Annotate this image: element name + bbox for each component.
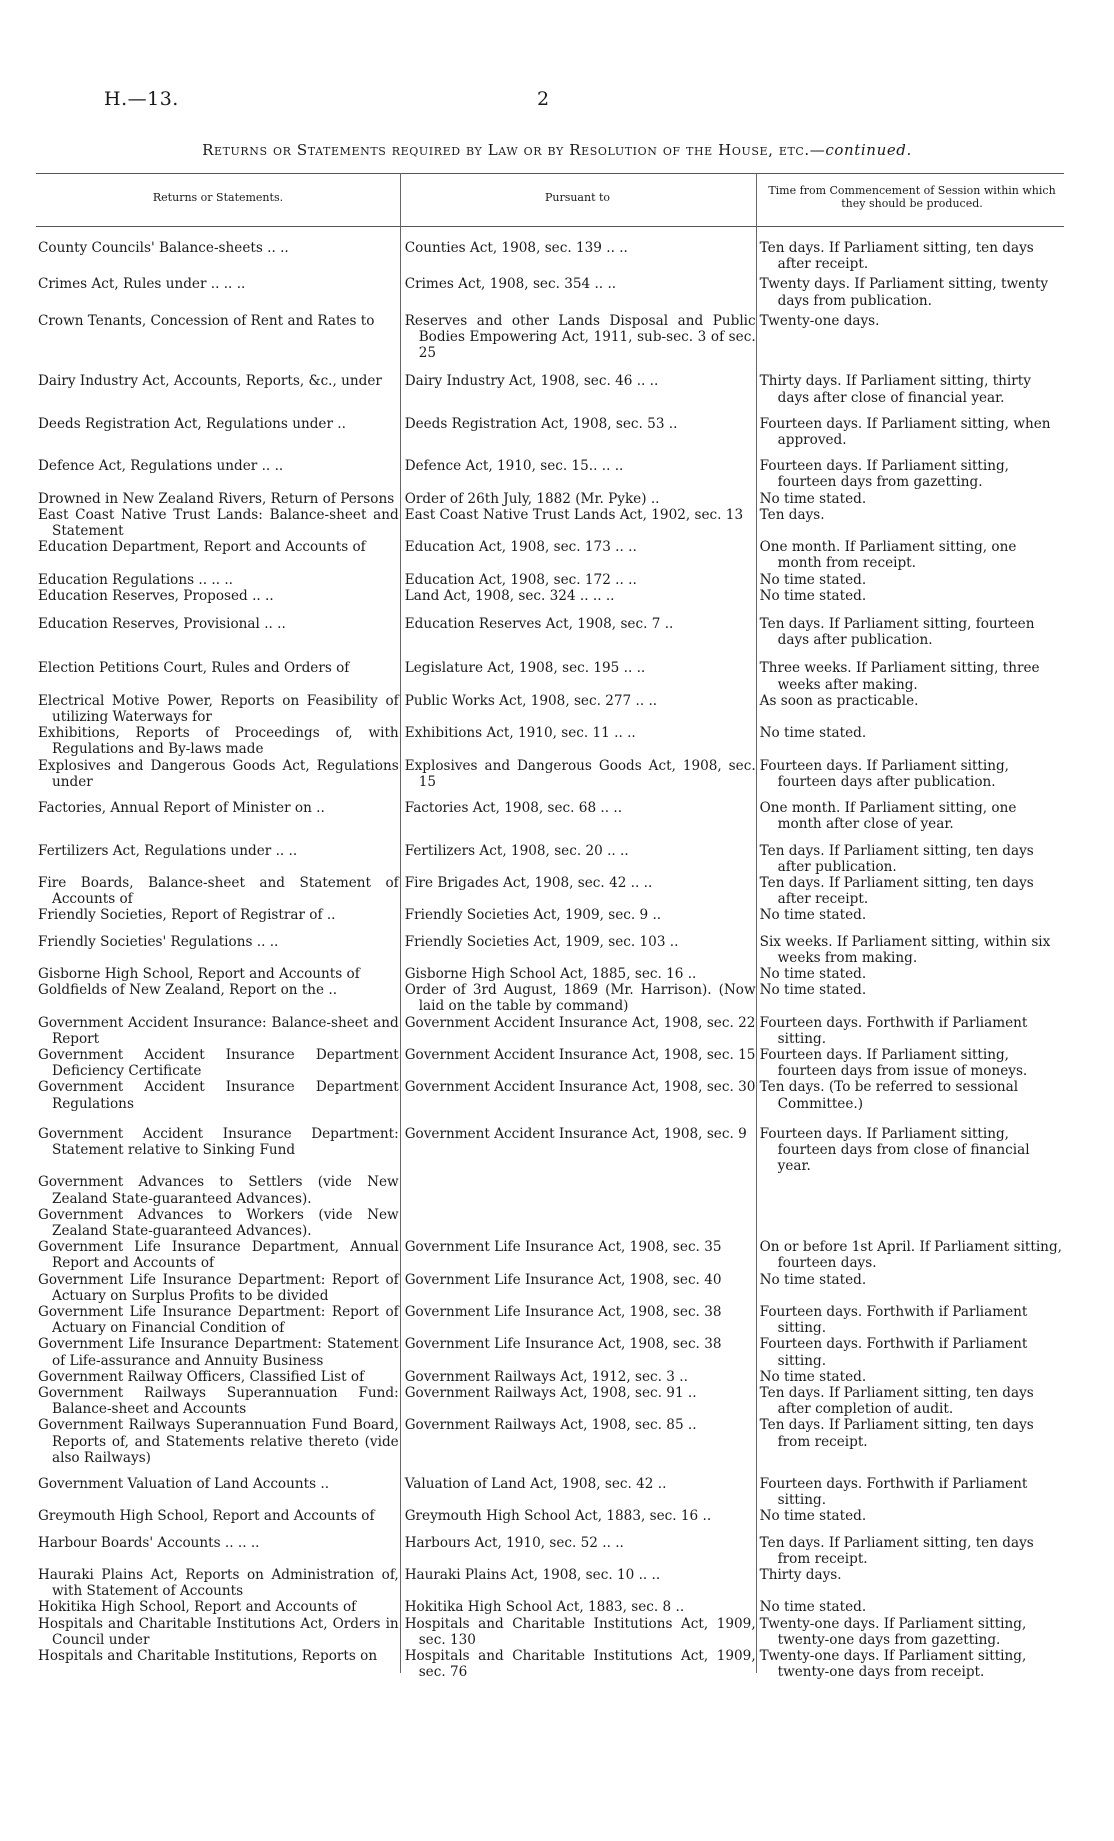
table-row xyxy=(38,240,1062,272)
time-limit: Thirty days. If Parliament sitting, thirty days after close of financial year. xyxy=(759,373,1031,406)
table-row xyxy=(38,1207,1062,1239)
time-limit: No time stated. xyxy=(759,1271,867,1288)
table-row xyxy=(38,725,1062,757)
pursuant-to: Crimes Act, 1908, sec. 354 .. .. xyxy=(404,276,617,293)
pursuant-to: Defence Act, 1910, sec. 15.. .. .. xyxy=(404,458,624,475)
time-limit: Fourteen days. If Parliament sitting, fourteen days after publication. xyxy=(759,757,1010,790)
pursuant-to: Land Act, 1908, sec. 324 .. .. .. xyxy=(404,587,615,604)
table-row xyxy=(38,693,1062,725)
header-top-rule xyxy=(36,173,1064,174)
pursuant-to: Harbours Act, 1910, sec. 52 .. .. xyxy=(404,1534,624,1551)
pursuant-to: Government Accident Insurance Act, 1908, sec. 30 xyxy=(404,1079,756,1096)
table-row xyxy=(38,1369,1062,1385)
table-row xyxy=(38,1616,1062,1648)
return-title: Government Railway Officers, Classified List of xyxy=(38,1368,365,1385)
pursuant-to: Government Railways Act, 1912, sec. 3 .. xyxy=(404,1368,688,1385)
table-row xyxy=(38,1304,1062,1336)
table-row xyxy=(38,966,1062,982)
table-row xyxy=(38,907,1062,923)
time-limit: No time stated. xyxy=(759,490,867,507)
pursuant-to: Education Act, 1908, sec. 172 .. .. xyxy=(404,571,637,588)
pursuant-to: Government Life Insurance Act, 1908, sec. 40 xyxy=(404,1271,722,1288)
table-row xyxy=(38,1239,1062,1271)
return-title: Hokitika High School, Report and Accounts of xyxy=(38,1599,357,1616)
table-row xyxy=(38,1047,1062,1079)
return-title: Government Life Insurance Department, Annual Report and Accounts of xyxy=(38,1239,399,1272)
table-row xyxy=(38,588,1062,604)
table-row xyxy=(38,313,1062,362)
return-title: Gisborne High School, Report and Accounts of xyxy=(38,965,360,982)
table-row xyxy=(38,934,1062,966)
pursuant-to: Government Accident Insurance Act, 1908, sec. 15 xyxy=(404,1046,756,1063)
time-limit: No time stated. xyxy=(759,965,867,982)
pursuant-to: Explosives and Dangerous Goods Act, 1908, sec. 15 xyxy=(404,757,756,790)
pursuant-to: Education Act, 1908, sec. 173 .. .. xyxy=(404,539,637,556)
table-row xyxy=(38,1272,1062,1304)
table-row xyxy=(38,1126,1062,1175)
pursuant-to: Fertilizers Act, 1908, sec. 20 .. .. xyxy=(404,842,629,859)
time-limit: No time stated. xyxy=(759,571,867,588)
pursuant-to: Hospitals and Charitable Institutions Act, 1909, sec. 76 xyxy=(404,1648,756,1681)
pursuant-to: Government Life Insurance Act, 1908, sec. 35 xyxy=(404,1239,722,1256)
pursuant-to: Education Reserves Act, 1908, sec. 7 .. xyxy=(404,616,674,633)
return-title: Deeds Registration Act, Regulations under .. xyxy=(38,415,346,432)
pursuant-to: Fire Brigades Act, 1908, sec. 42 .. .. xyxy=(404,874,653,891)
return-title: Government Life Insurance Department: Statement of Life-assurance and Annuity Business xyxy=(38,1336,399,1369)
table-row xyxy=(38,373,1062,405)
pursuant-to: Friendly Societies Act, 1909, sec. 103 .. xyxy=(404,933,679,950)
table-row xyxy=(38,616,1062,648)
pursuant-to: Greymouth High School Act, 1883, sec. 16 .. xyxy=(404,1508,712,1525)
time-limit: Ten days. If Parliament sitting, ten days after completion of audit. xyxy=(759,1385,1034,1418)
table-row xyxy=(38,982,1062,1014)
pursuant-to: Friendly Societies Act, 1909, sec. 9 .. xyxy=(404,907,662,924)
return-title: Goldfields of New Zealand, Report on the .. xyxy=(38,982,338,999)
time-limit: Ten days. If Parliament sitting, ten days from receipt. xyxy=(759,1534,1034,1567)
pursuant-to: Government Life Insurance Act, 1908, sec. 38 xyxy=(404,1303,722,1320)
time-limit: No time stated. xyxy=(759,1599,867,1616)
time-limit: One month. If Parliament sitting, one month from receipt. xyxy=(759,539,1017,572)
pursuant-to: Order of 3rd August, 1869 (Mr. Harrison). (Now laid on the table by command) xyxy=(404,982,756,1015)
table-row xyxy=(38,1567,1062,1599)
time-limit: Fourteen days. Forthwith if Parliament sitting. xyxy=(759,1336,1028,1369)
time-limit: Fourteen days. If Parliament sitting, fourteen days from close of financial year. xyxy=(759,1125,1030,1175)
table-row xyxy=(38,1535,1062,1567)
table-row xyxy=(38,572,1062,588)
pursuant-to: Legislature Act, 1908, sec. 195 .. .. xyxy=(404,660,646,677)
time-limit: Six weeks. If Parliament sitting, within six weeks from making. xyxy=(759,933,1051,966)
return-title: Explosives and Dangerous Goods Act, Regulations under xyxy=(38,757,399,790)
return-title: Government Life Insurance Department: Report of Actuary on Surplus Profits to be divided xyxy=(38,1271,399,1304)
return-title: Government Railways Superannuation Fund: Balance-sheet and Accounts xyxy=(38,1385,399,1418)
time-limit: No time stated. xyxy=(759,725,867,742)
return-title: Government Accident Insurance Department: Statement relative to Sinking Fund xyxy=(38,1125,399,1158)
return-title: Fertilizers Act, Regulations under .. .. xyxy=(38,842,298,859)
time-limit: Ten days. (To be referred to sessional Committee.) xyxy=(759,1079,1019,1112)
table-row xyxy=(38,507,1062,539)
pursuant-to: Reserves and other Lands Disposal and Public Bodies Empowering Act, 1911, sub-sec. 3 of sec. 25 xyxy=(404,312,756,362)
table-row xyxy=(38,1417,1062,1466)
time-limit: One month. If Parliament sitting, one month after close of year. xyxy=(759,800,1017,833)
time-limit: As soon as practicable. xyxy=(759,692,919,709)
table-row xyxy=(38,1648,1062,1680)
table-row xyxy=(38,416,1062,448)
table-row xyxy=(38,276,1062,308)
time-limit: No time stated. xyxy=(759,907,867,924)
pursuant-to: Government Railways Act, 1908, sec. 85 .. xyxy=(404,1417,697,1434)
time-limit: No time stated. xyxy=(759,1368,867,1385)
table-row xyxy=(38,1476,1062,1508)
return-title: Government Valuation of Land Accounts .. xyxy=(38,1476,330,1493)
column-header-returns: Returns or Statements. xyxy=(152,191,284,204)
table-row xyxy=(38,1015,1062,1047)
time-limit: Fourteen days. If Parliament sitting, when approved. xyxy=(759,415,1051,449)
return-title: Hospitals and Charitable Institutions Act, Orders in Council under xyxy=(38,1615,399,1648)
return-title: Government Advances to Workers (vide New Zealand State-guaranteed Advances). xyxy=(38,1206,399,1239)
table-row xyxy=(38,660,1062,692)
return-title: Education Reserves, Proposed .. .. xyxy=(38,587,274,604)
return-title: Crown Tenants, Concession of Rent and Rates to xyxy=(38,312,375,329)
return-title: Government Railways Superannuation Fund Board, Reports of, and Statements relative thereto (vide also Railways) xyxy=(38,1417,399,1466)
pursuant-to: Government Accident Insurance Act, 1908, sec. 9 xyxy=(404,1125,747,1142)
return-title: Hauraki Plains Act, Reports on Administration of, with Statement of Accounts xyxy=(38,1567,399,1600)
return-title: Election Petitions Court, Rules and Orders of xyxy=(38,660,350,677)
pursuant-to: Hauraki Plains Act, 1908, sec. 10 .. .. xyxy=(404,1567,661,1584)
table-caption xyxy=(0,141,1114,159)
table-row xyxy=(38,1385,1062,1417)
return-title: Education Regulations .. .. .. xyxy=(38,571,233,588)
time-limit: Ten days. If Parliament sitting, ten days after receipt. xyxy=(759,240,1034,273)
pursuant-to: East Coast Native Trust Lands Act, 1902, sec. 13 xyxy=(404,506,744,523)
return-title: County Councils' Balance-sheets .. .. xyxy=(38,240,289,256)
pursuant-to: Government Railways Act, 1908, sec. 91 .. xyxy=(404,1385,697,1401)
return-title: Friendly Societies' Regulations .. .. xyxy=(38,933,279,950)
return-title: Drowned in New Zealand Rivers, Return of Persons xyxy=(38,490,395,507)
pursuant-to: Government Life Insurance Act, 1908, sec. 38 xyxy=(404,1336,722,1353)
table-row xyxy=(38,1079,1062,1111)
time-limit: Twenty-one days. If Parliament sitting, twenty-one days from gazetting. xyxy=(759,1615,1027,1648)
return-title: Harbour Boards' Accounts .. .. .. xyxy=(38,1534,260,1551)
column-header-time: Time from Commencement of Session within which they should be produced. xyxy=(768,184,1056,210)
time-limit: On or before 1st April. If Parliament sitting, fourteen days. xyxy=(759,1239,1062,1272)
table-row xyxy=(38,800,1062,832)
time-limit: Twenty days. If Parliament sitting, twenty days from publication. xyxy=(759,276,1049,309)
table-row xyxy=(38,1174,1062,1206)
return-title: Hospitals and Charitable Institutions, Reports on xyxy=(38,1648,378,1665)
time-limit: Ten days. If Parliament sitting, fourteen days after publication. xyxy=(759,616,1035,649)
return-title: Exhibitions, Reports of Proceedings of, with Regulations and By-laws made xyxy=(38,725,399,758)
table-row xyxy=(38,758,1062,790)
return-title: Government Life Insurance Department: Report of Actuary on Financial Condition of xyxy=(38,1303,399,1337)
return-title: Electrical Motive Power, Reports on Feasibility of utilizing Waterways for xyxy=(38,692,399,726)
table-row xyxy=(38,1599,1062,1615)
time-limit: Fourteen days. Forthwith if Parliament sitting. xyxy=(759,1303,1028,1337)
time-limit: Three weeks. If Parliament sitting, three weeks after making. xyxy=(759,660,1040,693)
pursuant-to: Government Accident Insurance Act, 1908, sec. 22 xyxy=(404,1014,756,1031)
page-number: 2 xyxy=(537,88,550,110)
pursuant-to: Hokitika High School Act, 1883, sec. 8 .. xyxy=(404,1599,685,1616)
pursuant-to: Order of 26th July, 1882 (Mr. Pyke) .. xyxy=(404,490,660,507)
pursuant-to: Hospitals and Charitable Institutions Act, 1909, sec. 130 xyxy=(404,1615,756,1648)
table-row xyxy=(38,491,1062,507)
table-row xyxy=(38,1508,1062,1524)
pursuant-to: Public Works Act, 1908, sec. 277 .. .. xyxy=(404,692,658,709)
time-limit: Fourteen days. If Parliament sitting, fourteen days from gazetting. xyxy=(759,458,1010,491)
time-limit: No time stated. xyxy=(759,587,867,604)
table-row xyxy=(38,458,1062,490)
caption-title: Returns or Statements required by Law or by Resolution of the House, etc.— xyxy=(202,141,826,159)
pursuant-to: Valuation of Land Act, 1908, sec. 42 .. xyxy=(404,1476,667,1493)
returns-table xyxy=(38,240,1062,1680)
time-limit: Twenty-one days. If Parliament sitting, twenty-one days from receipt. xyxy=(759,1648,1027,1681)
time-limit: No time stated. xyxy=(759,982,867,999)
return-title: Greymouth High School, Report and Accounts of xyxy=(38,1508,375,1525)
table-row xyxy=(38,1336,1062,1368)
pursuant-to: Gisborne High School Act, 1885, sec. 16 .. xyxy=(404,965,697,982)
time-limit: Fourteen days. Forthwith if Parliament sitting. xyxy=(759,1476,1028,1509)
pursuant-to: Dairy Industry Act, 1908, sec. 46 .. .. xyxy=(404,373,659,390)
return-title: Government Advances to Settlers (vide New Zealand State-guaranteed Advances). xyxy=(38,1174,399,1207)
return-title: Friendly Societies, Report of Registrar of .. xyxy=(38,907,336,924)
caption-continued: continued. xyxy=(825,141,912,159)
table-row xyxy=(38,843,1062,875)
time-limit: No time stated. xyxy=(759,1508,867,1525)
return-title: Education Department, Report and Accounts of xyxy=(38,539,366,556)
time-limit: Ten days. If Parliament sitting, ten days from receipt. xyxy=(759,1417,1034,1450)
time-limit: Fourteen days. Forthwith if Parliament sitting. xyxy=(759,1014,1028,1047)
pursuant-to: Factories Act, 1908, sec. 68 .. .. xyxy=(404,800,623,817)
return-title: Government Accident Insurance Department Deficiency Certificate xyxy=(38,1046,399,1080)
return-title: East Coast Native Trust Lands: Balance-sheet and Statement xyxy=(38,506,399,540)
pursuant-to: Exhibitions Act, 1910, sec. 11 .. .. xyxy=(404,725,636,742)
time-limit: Thirty days. xyxy=(759,1567,842,1584)
time-limit: Fourteen days. If Parliament sitting, fourteen days from issue of moneys. xyxy=(759,1046,1028,1080)
return-title: Government Accident Insurance Department Regulations xyxy=(38,1079,399,1112)
return-title: Government Accident Insurance: Balance-sheet and Report xyxy=(38,1014,399,1047)
return-title: Dairy Industry Act, Accounts, Reports, &c., under xyxy=(38,373,382,390)
table-row xyxy=(38,539,1062,571)
return-title: Fire Boards, Balance-sheet and Statement of Accounts of xyxy=(38,874,399,908)
return-title: Defence Act, Regulations under .. .. xyxy=(38,458,284,475)
return-title: Crimes Act, Rules under .. .. .. xyxy=(38,276,246,293)
document-reference: H.—13. xyxy=(104,88,179,110)
header-bottom-rule xyxy=(36,226,1064,227)
time-limit: Ten days. xyxy=(759,506,825,523)
table-row xyxy=(38,875,1062,907)
return-title: Factories, Annual Report of Minister on .. xyxy=(38,800,325,817)
pursuant-to: Counties Act, 1908, sec. 139 .. .. xyxy=(404,240,628,256)
return-title: Education Reserves, Provisional .. .. xyxy=(38,616,286,633)
time-limit: Ten days. If Parliament sitting, ten days after publication. xyxy=(759,842,1034,875)
pursuant-to: Deeds Registration Act, 1908, sec. 53 .. xyxy=(404,415,678,432)
time-limit: Twenty-one days. xyxy=(759,312,880,329)
column-header-pursuant: Pursuant to xyxy=(544,191,611,204)
time-limit: Ten days. If Parliament sitting, ten days after receipt. xyxy=(759,874,1034,908)
